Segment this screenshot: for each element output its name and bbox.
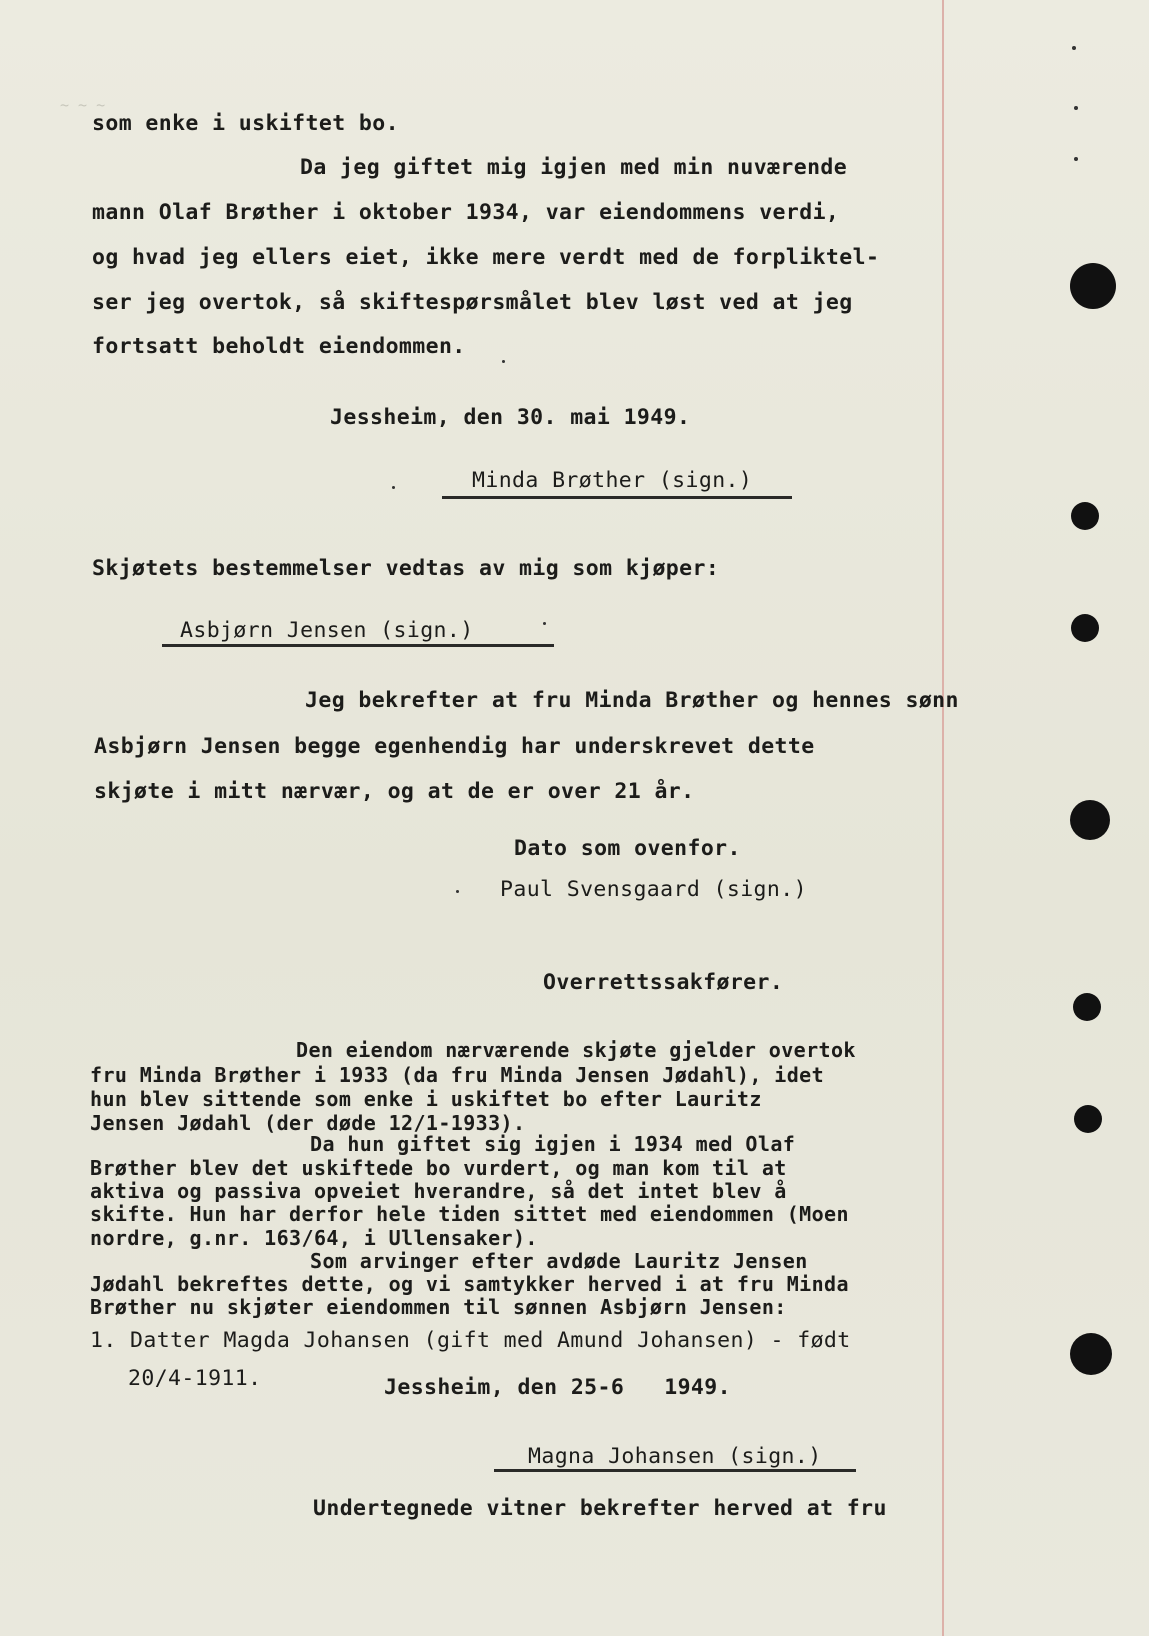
binder-hole (1073, 993, 1101, 1021)
text-line: hun blev sittende som enke i uskiftet bo efter Lauritz (90, 1087, 762, 1111)
binder-hole (1070, 1333, 1112, 1375)
text-line: som enke i uskiftet bo. (92, 111, 399, 136)
text-line: Asbjørn Jensen begge egenhendig har underskrevet dette (94, 734, 815, 759)
signature-magna: Magna Johansen (sign.) (528, 1444, 822, 1469)
speck-mark (456, 890, 459, 893)
text-line: Brøther blev det uskiftede bo vurdert, og man kom til at (90, 1156, 787, 1180)
text-line: Jeg bekrefter at fru Minda Brøther og hennes sønn (305, 688, 959, 713)
text-line: Skjøtets bestemmelser vedtas av mig som kjøper: (92, 556, 720, 581)
heir-entry: 1. Datter Magda Johansen (gift med Amund Johansen) - født (90, 1328, 851, 1353)
signature-underline (442, 496, 792, 499)
text-line: Jødahl bekreftes dette, og vi samtykker herved i at fru Minda (90, 1272, 849, 1296)
date-line: Jessheim, den 30. mai 1949. (330, 405, 691, 430)
signature-minda: Minda Brøther (sign.) (472, 468, 753, 493)
text-line: Som arvinger efter avdøde Lauritz Jensen (310, 1249, 808, 1273)
text-line: Dato som ovenfor. (514, 836, 741, 861)
text-line: Da jeg giftet mig igjen med min nuværende (300, 155, 848, 180)
text-line: skjøte i mitt nærvær, og at de er over 21 år. (94, 779, 695, 804)
binder-hole (1074, 1105, 1102, 1133)
text-line: og hvad jeg ellers eiet, ikke mere verdt med de forpliktel- (92, 245, 880, 270)
binder-hole (1071, 614, 1099, 642)
text-line: fortsatt beholdt eiendommen. (92, 334, 466, 359)
title-line: Overrettssakfører. (543, 970, 784, 995)
text-line: Jensen Jødahl (der døde 12/1-1933). (90, 1111, 526, 1135)
signature-underline (162, 644, 554, 647)
speck-mark (1072, 46, 1076, 50)
signature-asbjorn: Asbjørn Jensen (sign.) (180, 618, 474, 643)
red-margin-line (942, 0, 944, 1636)
binder-hole (1071, 502, 1099, 530)
heir-birthdate: 20/4-1911. (128, 1366, 262, 1391)
text-line: Den eiendom nærværende skjøte gjelder overtok (296, 1038, 856, 1062)
text-line: nordre, g.nr. 163/64, i Ullensaker). (90, 1226, 538, 1250)
faint-stamp-mark: ~ ~ ~ (60, 96, 106, 114)
speck-mark (543, 622, 546, 625)
text-line: aktiva og passiva opveiet hverandre, så det intet blev å (90, 1179, 787, 1203)
speck-mark (392, 486, 395, 489)
signature-paul: Paul Svensgaard (sign.) (500, 877, 807, 902)
speck-mark (1074, 157, 1078, 161)
speck-mark (502, 360, 505, 363)
text-line: ser jeg overtok, så skiftespørsmålet blev løst ved at jeg (92, 290, 853, 315)
speck-mark (1074, 106, 1078, 110)
text-line: fru Minda Brøther i 1933 (da fru Minda Jensen Jødahl), idet (90, 1063, 825, 1087)
text-line: mann Olaf Brøther i oktober 1934, var eiendommens verdi, (92, 200, 840, 225)
date-line: Jessheim, den 25-6 1949. (384, 1375, 731, 1400)
text-line: skifte. Hun har derfor hele tiden sittet med eiendommen (Moen (90, 1202, 849, 1226)
signature-underline (494, 1469, 856, 1472)
text-line: Da hun giftet sig igjen i 1934 med Olaf (310, 1132, 796, 1156)
binder-hole (1070, 800, 1110, 840)
text-line: Undertegnede vitner bekrefter herved at fru (313, 1496, 887, 1521)
binder-hole (1070, 263, 1116, 309)
text-line: Brøther nu skjøter eiendommen til sønnen Asbjørn Jensen: (90, 1295, 787, 1319)
